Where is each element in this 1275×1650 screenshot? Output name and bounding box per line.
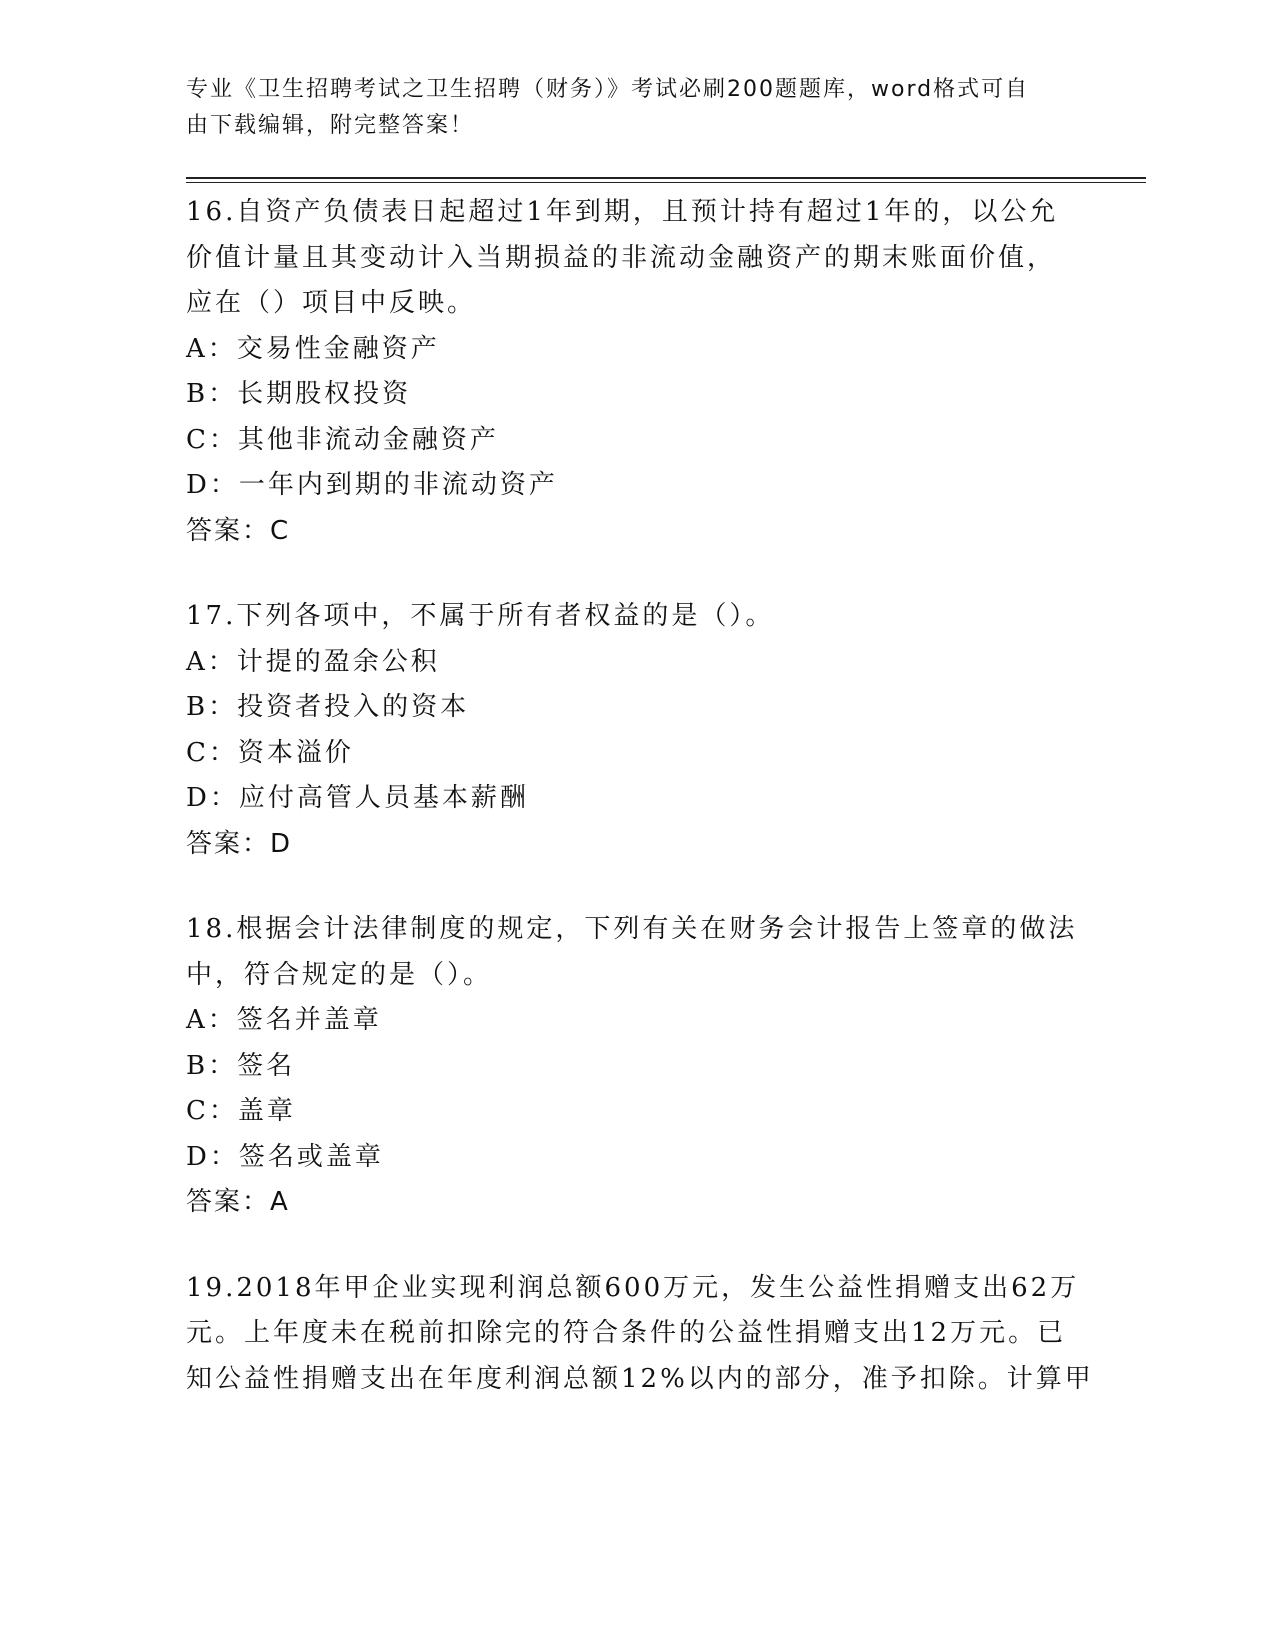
answer-text: 答案：A bbox=[186, 1187, 290, 1217]
question-text-line: 元。上年度未在税前扣除完的符合条件的公益性捐赠支出12万元。已 bbox=[186, 1318, 1067, 1348]
question-text-line: 中，符合规定的是（）。 bbox=[186, 959, 493, 990]
header-line: 专业《卫生招聘考试之卫生招聘（财务）》考试必刷200题题库，word格式可自 bbox=[186, 77, 1030, 102]
question-text-line: 价值计量且其变动计入当期损益的非流动金融资产的期末账面价值， bbox=[186, 242, 1057, 273]
option-b: B：签名 bbox=[186, 1050, 296, 1081]
option-c: C：其他非流动金融资产 bbox=[186, 424, 499, 455]
question-text-line: 19.2018年甲企业实现利润总额600万元，发生公益性捐赠支出62万 bbox=[186, 1272, 1080, 1303]
header-divider-thin bbox=[186, 182, 1146, 183]
question-18 bbox=[186, 907, 1086, 1226]
question-text-line: 17.下列各项中，不属于所有者权益的是（）。 bbox=[186, 601, 775, 631]
question-text-line: 应在（）项目中反映。 bbox=[186, 288, 477, 318]
option-d: D：一年内到期的非流动资产 bbox=[186, 470, 558, 500]
question-text-line: 18.根据会计法律制度的规定，下列有关在财务会计报告上签章的做法 bbox=[186, 914, 1078, 944]
header-line: 由下载编辑，附完整答案！ bbox=[186, 113, 475, 138]
question-16 bbox=[186, 190, 1086, 554]
option-a: A：签名并盖章 bbox=[186, 1005, 382, 1035]
question-text-line: 16.自资产负债表日起超过1年到期，且预计持有超过1年的，以公允 bbox=[186, 197, 1059, 227]
question-17 bbox=[186, 594, 1086, 867]
option-d: D：签名或盖章 bbox=[186, 1141, 384, 1172]
question-text-line: 知公益性捐赠支出在年度利润总额12%以内的部分，准予扣除。计算甲 bbox=[186, 1363, 1094, 1394]
option-b: B：投资者投入的资本 bbox=[186, 692, 470, 722]
document-header bbox=[186, 72, 1066, 144]
option-c: C：资本溢价 bbox=[186, 737, 354, 768]
option-b: B：长期股权投资 bbox=[186, 379, 412, 409]
option-a: A：计提的盈余公积 bbox=[186, 646, 440, 677]
question-19 bbox=[186, 1266, 1094, 1403]
header-divider-thick bbox=[186, 177, 1146, 179]
question-list bbox=[186, 190, 1094, 1442]
option-c: C：盖章 bbox=[186, 1096, 296, 1126]
option-d: D：应付高管人员基本薪酬 bbox=[186, 783, 529, 813]
option-a: A：交易性金融资产 bbox=[186, 333, 440, 364]
answer-text: 答案：C bbox=[186, 515, 291, 546]
answer-text: 答案：D bbox=[186, 828, 293, 859]
